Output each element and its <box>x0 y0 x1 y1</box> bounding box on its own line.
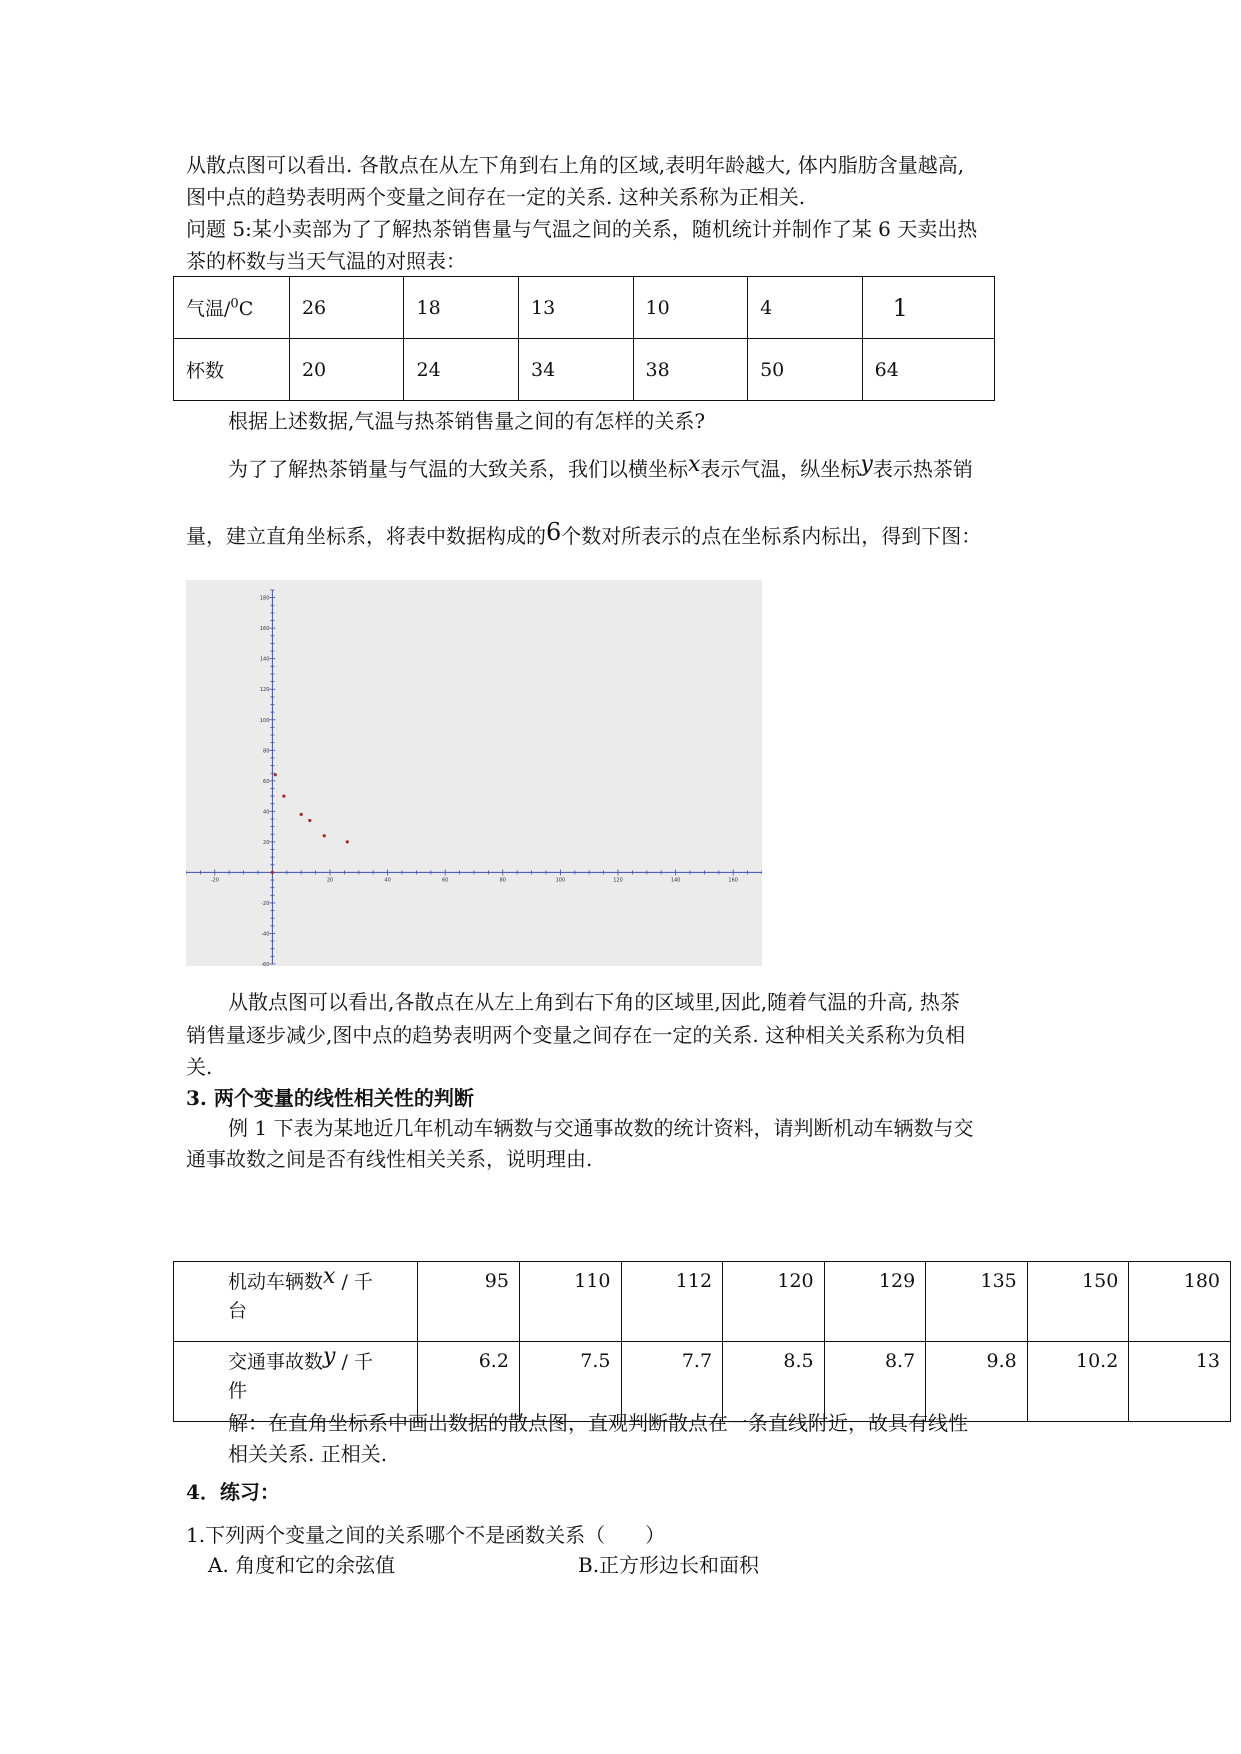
table-cell: 112 <box>621 1262 723 1342</box>
table-cell: 26 <box>289 277 404 339</box>
table-cell: 180 <box>1129 1262 1231 1342</box>
x-tick-label: 40 <box>384 877 391 884</box>
conclusion-line-1: 从散点图可以看出,各散点在从左上角到右下角的区域里,因此,随着气温的升高, 热茶 <box>228 990 960 1014</box>
table-cell: 9.8 <box>926 1342 1028 1422</box>
scatter-chart <box>186 580 762 966</box>
intro-line-2: 图中点的趋势表明两个变量之间存在一定的关系. 这种关系称为正相关. <box>186 185 806 209</box>
option-a: A. 角度和它的余弦值 <box>208 1553 396 1577</box>
section-4-heading: 4．练习： <box>186 1480 280 1504</box>
y-tick-label: -60 <box>261 962 270 966</box>
scatter-chart-svg <box>186 580 762 966</box>
table-cell: 150 <box>1027 1262 1129 1342</box>
table-cell: 129 <box>824 1262 926 1342</box>
table-cell: 7.7 <box>621 1342 723 1422</box>
table-row <box>174 277 995 339</box>
table-cell: 8.7 <box>824 1342 926 1422</box>
option-b: B.正方形边长和面积 <box>578 1553 760 1577</box>
solution-line-1: 解：在直角坐标系中画出数据的散点图，直观判断散点在一条直线附近，故具有线性 <box>228 1411 968 1435</box>
y-tick-label: 140 <box>259 656 270 663</box>
table-cell: 64 <box>862 339 994 401</box>
table-header-cell: 杯数 <box>174 339 290 401</box>
vehicles-accidents-table <box>173 1261 1231 1422</box>
table-cell: 20 <box>289 339 404 401</box>
relationship-question: 根据上述数据,气温与热茶销售量之间的有怎样的关系? <box>228 409 706 433</box>
table-row <box>174 339 995 401</box>
x-tick-label: 140 <box>670 877 681 884</box>
table-cell: 7.5 <box>519 1342 621 1422</box>
table-cell: 135 <box>926 1262 1028 1342</box>
intro-line-1: 从散点图可以看出. 各散点在从左下角到右上角的区域,表明年龄越大, 体内脂肪含量越高, <box>186 153 965 177</box>
x-tick-label: 120 <box>613 877 623 884</box>
question-5-line-2: 茶的杯数与当天气温的对照表： <box>186 249 466 273</box>
table-header-cell: 气温/$^0$C <box>174 277 290 339</box>
table-cell: 95 <box>418 1262 520 1342</box>
table-header-cell: 交通事故数y / 千 件 <box>174 1342 418 1422</box>
table-cell: 4 <box>748 277 863 339</box>
x-tick-label: 80 <box>499 877 506 884</box>
table-row <box>174 1262 1231 1342</box>
solution-line-2: 相关关系. 正相关. <box>228 1442 388 1466</box>
table-cell: 13 <box>1129 1342 1231 1422</box>
table-cell: 10 <box>633 277 748 339</box>
table-cell: 50 <box>748 339 863 401</box>
data-point <box>346 840 349 843</box>
method-line-2: 量，建立直角坐标系，将表中数据构成的6个数对所表示的点在坐标系内标出，得到下图： <box>186 518 982 548</box>
y-tick-label: -20 <box>261 900 270 907</box>
data-point <box>274 773 277 776</box>
x-tick-label: 60 <box>442 877 449 884</box>
y-tick-label: 20 <box>263 839 270 846</box>
table-cell: 1 <box>862 277 994 339</box>
method-line-1: 为了了解热茶销量与气温的大致关系，我们以横坐标x表示气温，纵坐标y表示热茶销 <box>228 452 973 481</box>
y-tick-label: 160 <box>259 626 270 633</box>
y-tick-label: -40 <box>261 931 270 938</box>
conclusion-line-3: 关. <box>186 1055 213 1079</box>
question-5-line-1: 问题 5:某小卖部为了了解热茶销售量与气温之间的关系，随机统计并制作了某 6 天卖出热 <box>186 217 978 241</box>
table-cell: 6.2 <box>418 1342 520 1422</box>
data-point <box>308 819 311 822</box>
table-cell: 24 <box>404 339 519 401</box>
table-cell: 13 <box>519 277 634 339</box>
exercise-1-question: 1.下列两个变量之间的关系哪个不是函数关系（ ） <box>186 1523 666 1547</box>
y-tick-label: 180 <box>259 595 270 602</box>
table-cell: 120 <box>723 1262 825 1342</box>
section-3-heading: 3. 两个变量的线性相关性的判断 <box>186 1086 474 1110</box>
table-cell: 10.2 <box>1027 1342 1129 1422</box>
x-tick-label: 20 <box>326 877 334 884</box>
data-point <box>323 834 326 837</box>
x-tick-label: 160 <box>728 877 738 884</box>
data-point <box>282 794 285 797</box>
y-tick-label: 120 <box>259 687 270 694</box>
table-cell: 38 <box>633 339 748 401</box>
y-tick-label: 80 <box>263 748 270 755</box>
example-1-line-2: 通事故数之间是否有线性相关关系，说明理由. <box>186 1147 593 1171</box>
y-tick-label: 100 <box>259 717 270 724</box>
temperature-cups-table <box>173 276 995 401</box>
y-tick-label: 60 <box>263 778 270 785</box>
table-header-cell: 机动车辆数x / 千 台 <box>174 1262 418 1342</box>
example-1-line-1: 例 1 下表为某地近几年机动车辆数与交通事故数的统计资料，请判断机动车辆数与交 <box>228 1116 974 1140</box>
table-cell: 110 <box>519 1262 621 1342</box>
x-tick-label: 100 <box>555 877 566 884</box>
conclusion-line-2: 销售量逐步减少,图中点的趋势表明两个变量之间存在一定的关系. 这种相关关系称为负相 <box>186 1023 966 1047</box>
x-tick-label: -20 <box>210 877 219 884</box>
data-point <box>300 813 303 816</box>
table-cell: 8.5 <box>723 1342 825 1422</box>
table-cell: 18 <box>404 277 519 339</box>
table-cell: 34 <box>519 339 634 401</box>
data-point <box>271 871 274 874</box>
y-tick-label: 40 <box>263 809 270 816</box>
